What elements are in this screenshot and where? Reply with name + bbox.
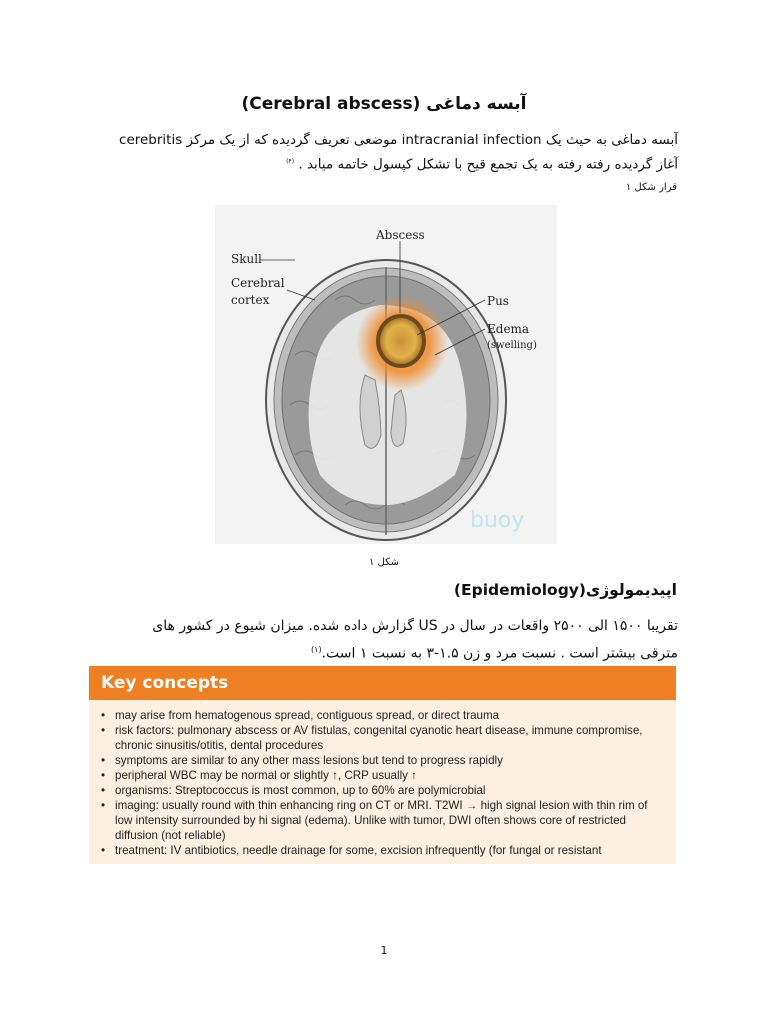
key-concepts-list xyxy=(89,708,676,858)
label-cerebral: Cerebral xyxy=(231,276,285,290)
label-pus: Pus xyxy=(487,294,509,308)
key-concepts-title: Key concepts xyxy=(89,666,676,700)
key-concept-item: • symptoms are similar to any other mass lesions but tend to progress rapidly xyxy=(115,753,662,768)
key-concepts-box xyxy=(89,666,676,864)
epidemiology-line-1: تقریبا ۱۵۰۰ الی ۲۵۰۰ واقعات در سال در US گزارش داده شده. میزان شیوع در کشور های xyxy=(152,618,678,634)
key-concept-item: • imaging: usually round with thin enhancing ring on CT or MRI. T2WI → high signal lesion with thin rim of low intensity surrounded by hi signal (edema). Unlike with tumor, DWI often shows core of restricted diffusion (not reliable) xyxy=(115,798,662,843)
key-concept-item: • treatment: IV antibiotics, needle drainage for some, excision infrequently (for fungal or resistant xyxy=(115,843,662,858)
key-concept-item: • organisms: Streptococcus is most common, up to 60% are polymicrobial xyxy=(115,783,662,798)
label-cortex: cortex xyxy=(231,293,270,307)
key-concept-item: • peripheral WBC may be normal or slightly ↑, CRP usually ↑ xyxy=(115,768,662,783)
figure-reference: قرار شکل ۱ xyxy=(625,182,677,193)
intro-line-2 xyxy=(90,151,678,176)
label-abscess: Abscess xyxy=(376,228,425,242)
key-concept-item: • may arise from hematogenous spread, contiguous spread, or direct trauma xyxy=(115,708,662,723)
epidemiology-paragraph xyxy=(90,614,678,666)
pus-core xyxy=(380,318,422,364)
epidemiology-line-2 xyxy=(90,638,678,666)
intro-reference: (۴) xyxy=(286,158,295,165)
page-number: 1 xyxy=(380,944,388,957)
intro-line-2-text: آغاز گردیده رفته رفته به یک تجمع قیح با تشکل کپسول خاتمه میابد . xyxy=(298,156,678,173)
epidemiology-reference: (۱) xyxy=(311,645,322,654)
label-swelling: (swelling) xyxy=(487,340,537,351)
brain-abscess-figure xyxy=(215,205,557,544)
label-edema: Edema xyxy=(487,322,530,336)
page-title: آبسه دماغی (Cerebral abscess) xyxy=(241,94,527,114)
intro-line-1: آبسه دماغی به حیث یک intracranial infection موضعی تعریف گردیده که از یک مرکز cerebritis xyxy=(119,132,678,148)
label-skull: Skull xyxy=(231,252,262,266)
epidemiology-heading: اپیدیمولوژی(Epidemiology) xyxy=(453,581,677,599)
brain-illustration xyxy=(215,205,557,544)
figure-caption: شکل ۱ xyxy=(368,557,400,568)
key-concept-item: • risk factors: pulmonary abscess or AV fistulas, congenital cyanotic heart disease, immune compromise, chronic sinusitis/otitis, dental procedures xyxy=(115,723,662,753)
watermark-logo: buoy xyxy=(470,508,525,533)
epidemiology-line-2-text: مترقی بیشتر است . نسبت مرد و زن ۱.۵-۳ به نسبت ۱ است. xyxy=(321,645,678,662)
intro-paragraph xyxy=(90,130,678,176)
